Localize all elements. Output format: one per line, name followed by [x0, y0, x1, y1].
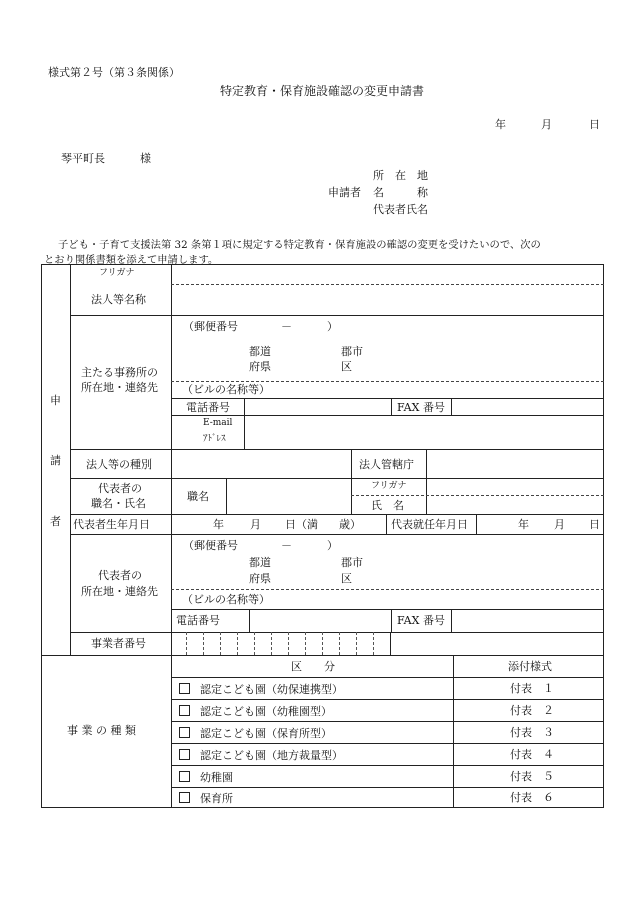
applicant-name-label: 名 称 — [373, 186, 428, 199]
rep-postal-label: （郵便番号 — [183, 539, 238, 552]
rep-furigana-label: フリガナ — [371, 481, 407, 491]
pref-bottom: 府県 — [249, 360, 271, 373]
rep-building-label: （ビルの名称等） — [182, 593, 270, 606]
rep-city-top: 郡市 — [341, 556, 363, 569]
postal-label: （郵便番号 — [183, 320, 238, 333]
checkbox[interactable] — [179, 771, 190, 782]
attachment-1: 付表 １ — [510, 682, 554, 695]
building-label: （ビルの名称等） — [182, 383, 270, 396]
checkbox[interactable] — [179, 705, 190, 716]
intro-text-line1: 子ども・子育て支援法第 32 条第１項に規定する特定教育・保育施設の確認の変更を受けたいので、次の — [58, 239, 541, 251]
business-row-2[interactable] — [179, 705, 332, 717]
city-top: 郡市 — [341, 345, 363, 358]
rep-address-label-line1: 代表者の — [98, 569, 142, 582]
office-label-line1: 主たる事務所の — [81, 366, 158, 379]
attachment-5: 付表 ５ — [510, 770, 554, 783]
checkbox[interactable] — [179, 792, 190, 803]
checkbox[interactable] — [179, 683, 190, 694]
phone-label: 電話番号 — [186, 401, 230, 414]
attachment-header: 添付様式 — [508, 660, 552, 673]
rep-address-label-line2: 所在地・連絡先 — [81, 585, 158, 598]
checkbox[interactable] — [179, 727, 190, 738]
rep-pref-top: 都道 — [249, 556, 271, 569]
birth-month: 月 — [250, 518, 261, 531]
attachment-4: 付表 ４ — [510, 748, 554, 761]
furigana-label: フリガナ — [99, 268, 135, 278]
application-table — [41, 264, 604, 808]
checkbox[interactable] — [179, 749, 190, 760]
rep-label-line1: 代表者の — [98, 482, 142, 495]
addressee: 琴平町長 — [61, 152, 105, 165]
corp-type-label: 法人等の種別 — [86, 458, 152, 471]
birth-year: 年 — [213, 518, 224, 531]
business-row-name: 認定こども園（幼稚園型） — [200, 705, 332, 718]
birth-age-close: 歳） — [339, 518, 361, 531]
business-row-name: 幼稚園 — [200, 771, 233, 784]
rep-phone-label: 電話番号 — [176, 614, 220, 627]
birth-day-age-open: 日（満 — [285, 518, 318, 531]
rep-postal-close: ） — [327, 539, 338, 552]
date-month: 月 — [541, 118, 552, 131]
office-label-line2: 所在地・連絡先 — [81, 381, 158, 394]
rep-pref-bottom: 府県 — [249, 572, 271, 585]
side-label-1: 申 — [50, 394, 61, 407]
business-type-label: 事 業 の 種 類 — [67, 724, 136, 737]
applicant-rep-label: 代表者氏名 — [373, 203, 428, 216]
postal-close: ） — [327, 320, 338, 333]
rep-name-label: 氏 名 — [371, 499, 404, 512]
email-label-top: E-mail — [203, 418, 233, 428]
form-number: 様式第２号（第３条関係） — [48, 66, 180, 79]
rep-city-bottom: 区 — [341, 572, 352, 585]
side-label-3: 者 — [50, 515, 61, 528]
business-row-name: 認定こども園（地方裁量型） — [200, 749, 343, 762]
fax-label: FAX 番号 — [397, 401, 445, 414]
side-label-2: 請 — [50, 454, 61, 467]
business-row-1[interactable] — [179, 683, 343, 695]
division-header: 区 分 — [291, 660, 335, 673]
email-label-bottom: ｱﾄﾞﾚｽ — [203, 434, 226, 444]
document-title: 特定教育・保育施設確認の変更申請書 — [220, 84, 425, 98]
attachment-6: 付表 ６ — [510, 791, 554, 804]
business-row-name: 認定こども園（幼保連携型） — [200, 683, 343, 696]
applicant-label: 申請者 — [328, 186, 361, 199]
position-label: 職名 — [187, 490, 209, 503]
addressee-honorific: 様 — [140, 152, 151, 165]
term-year: 年 — [518, 518, 529, 531]
birth-date-label: 代表者生年月日 — [73, 518, 150, 531]
date-day: 日 — [589, 118, 600, 131]
rep-fax-label: FAX 番号 — [397, 614, 445, 627]
term-day: 日 — [589, 518, 600, 531]
intro-text-line2: とおり関係書類を添えて申請します。 — [44, 254, 219, 266]
business-row-name: 認定こども園（保育所型） — [200, 727, 332, 740]
business-row-name: 保育所 — [200, 792, 233, 805]
attachment-2: 付表 ２ — [510, 704, 554, 717]
term-start-label: 代表就任年月日 — [391, 518, 468, 531]
business-row-6[interactable] — [179, 792, 233, 804]
rep-postal-dash: － — [281, 539, 292, 552]
jurisdiction-label: 法人管轄庁 — [359, 458, 414, 471]
date-year: 年 — [495, 118, 506, 131]
city-bottom: 区 — [341, 360, 352, 373]
term-month: 月 — [554, 518, 565, 531]
business-row-4[interactable] — [179, 749, 343, 761]
pref-top: 都道 — [249, 345, 271, 358]
business-number-label: 事業者番号 — [91, 637, 146, 650]
business-row-3[interactable] — [179, 727, 332, 739]
postal-dash: － — [281, 320, 292, 333]
rep-label-line2: 職名・氏名 — [91, 497, 146, 510]
corp-name-label: 法人等名称 — [91, 293, 146, 306]
business-row-5[interactable] — [179, 771, 233, 783]
attachment-3: 付表 ３ — [510, 726, 554, 739]
applicant-address-label: 所 在 地 — [373, 169, 428, 182]
